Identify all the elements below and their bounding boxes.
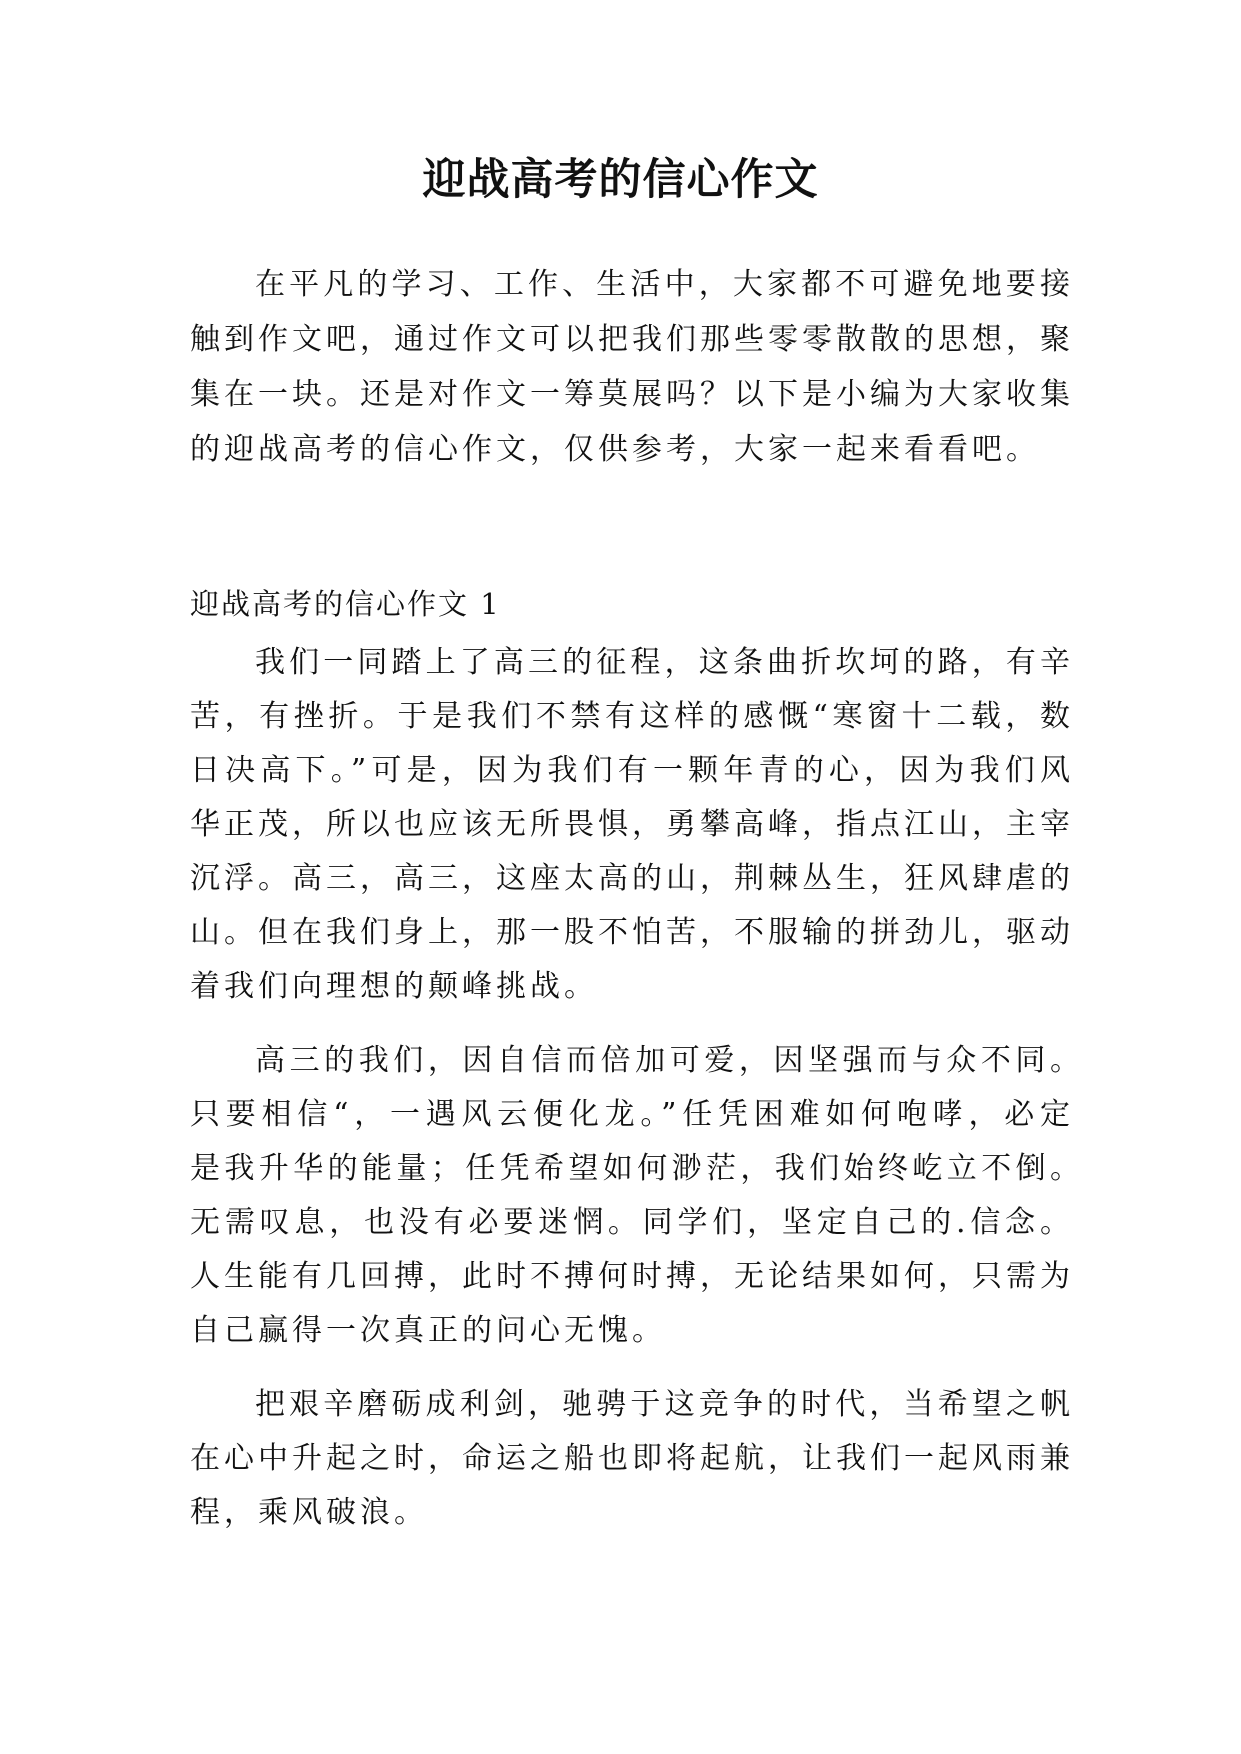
paragraph-line: 华正茂，所以也应该无所畏惧，勇攀高峰，指点江山，主宰 [190, 807, 1070, 842]
paragraph-line: 苦，有挫折。于是我们不禁有这样的感慨“寒窗十二载，数 [190, 699, 1070, 734]
paragraph-line: 着我们向理想的颠峰挑战。 [190, 969, 598, 1004]
intro-line: 集在一块。还是对作文一筹莫展吗？以下是小编为大家收集 [190, 377, 1070, 412]
paragraph-line: 沉浮。高三，高三，这座太高的山，荆棘丛生，狂风肆虐的 [190, 861, 1070, 896]
document-title: 迎战高考的信心作文 [422, 155, 819, 205]
paragraph-line: 高三的我们，因自信而倍加可爱，因坚强而与众不同。 [255, 1043, 1080, 1078]
paragraph-line: 山。但在我们身上，那一股不怕苦，不服输的拼劲儿，驱动 [190, 915, 1070, 950]
section-heading: 迎战高考的信心作文 1 [190, 587, 501, 621]
paragraph-line: 自己赢得一次真正的问心无愧。 [190, 1313, 666, 1348]
paragraph-line: 在心中升起之时，命运之船也即将起航，让我们一起风雨兼 [190, 1441, 1070, 1476]
paragraph-line: 无需叹息，也没有必要迷惘。同学们，坚定自己的.信念。 [190, 1205, 1070, 1240]
paragraph-line: 程，乘风破浪。 [190, 1495, 428, 1530]
paragraph-line: 我们一同踏上了高三的征程，这条曲折坎坷的路，有辛 [255, 645, 1070, 680]
paragraph-line: 是我升华的能量；任凭希望如何渺茫，我们始终屹立不倒。 [190, 1151, 1080, 1186]
paragraph-line: 只要相信“，一遇风云便化龙。”任凭困难如何咆哮，必定 [190, 1097, 1070, 1132]
paragraph-line: 把艰辛磨砺成利剑，驰骋于这竞争的时代，当希望之帆 [255, 1387, 1070, 1422]
paragraph-line: 人生能有几回搏，此时不搏何时搏，无论结果如何，只需为 [190, 1259, 1070, 1294]
intro-line: 触到作文吧，通过作文可以把我们那些零零散散的思想，聚 [190, 322, 1070, 357]
intro-line: 在平凡的学习、工作、生活中，大家都不可避免地要接 [255, 267, 1070, 302]
intro-line: 的迎战高考的信心作文，仅供参考，大家一起来看看吧。 [190, 432, 1040, 467]
paragraph-line: 日决高下。”可是，因为我们有一颗年青的心，因为我们风 [190, 753, 1070, 788]
